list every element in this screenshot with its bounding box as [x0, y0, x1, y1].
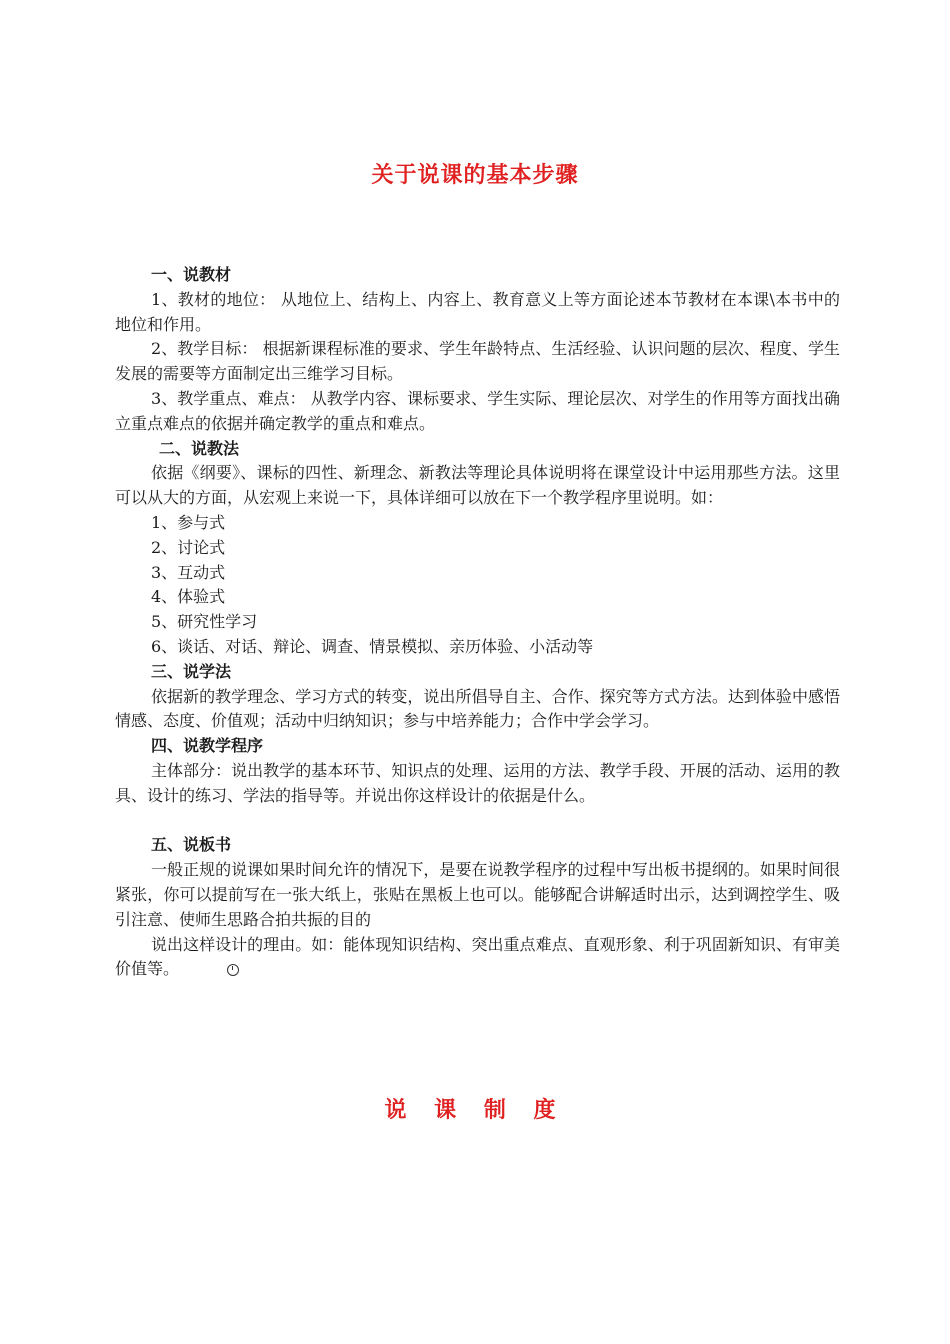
section-5-paragraph-2	[115, 933, 840, 983]
list-item: 3、互动式	[151, 562, 226, 582]
section-2-intro: 依据《纲要》、课标的四性、新理念、新教法等理论具体说明将在课堂设计中运用那些方法。这里可以从大的方面，从宏观上来说一下，具体详细可以放在下一个教学程序里说明。如：	[115, 463, 840, 508]
section-3-paragraph-1: 依据新的教学理念、学习方式的转变，说出所倡导自主、合作、探究等方式方法。达到体验中感悟情感、态度、价值观；活动中归纳知识；参与中培养能力；合作中学会学习。	[115, 686, 840, 731]
section-5-paragraph-2-text: 说出这样设计的理由。如：能体现知识结构、突出重点难点、直观形象、利于巩固新知识、有审美价值等。	[115, 934, 840, 979]
section-5-paragraph-1: 一般正规的说课如果时间允许的情况下，是要在说教学程序的过程中写出板书提纲的。如果时间很紧张，你可以提前写在一张大纸上，张贴在黑板上也可以。能够配合讲解适时出示，达到调控学生、吸引注意、使师生思路合拍共振的目的	[115, 860, 840, 929]
section-heading-4: 四、说教学程序	[151, 736, 264, 756]
section-heading-5: 五、说板书	[151, 835, 232, 855]
page-title: 关于说课的基本步骤	[371, 162, 579, 188]
document-body	[115, 263, 840, 982]
section-1-paragraph-3: 3、教学重点、难点： 从教学内容、课标要求、学生实际、理论层次、对学生的作用等方面找出确立重点难点的依据并确定教学的重点和难点。	[115, 388, 840, 433]
list-item: 1、参与式	[151, 512, 226, 532]
section-1-paragraph-1: 1、教材的地位： 从地位上、结构上、内容上、教育意义上等方面论述本节教材在本课\本书中的地位和作用。	[115, 289, 840, 334]
list-item: 4、体验式	[151, 587, 226, 607]
paragraph-gap	[115, 809, 840, 834]
section-heading-3: 三、说学法	[151, 661, 232, 681]
clock-mark-icon	[227, 964, 239, 976]
list-item: 6、谈话、对话、辩论、调查、情景模拟、亲历体验、小活动等	[151, 636, 594, 656]
section-1-paragraph-2: 2、教学目标： 根据新课程标准的要求、学生年龄特点、生活经验、认识问题的层次、程度、学生发展的需要等方面制定出三维学习目标。	[115, 339, 840, 384]
section-4-paragraph-1: 主体部分：说出教学的基本环节、知识点的处理、运用的方法、教学手段、开展的活动、运用的教具、设计的练习、学法的指导等。并说出你这样设计的依据是什么。	[115, 760, 840, 805]
section-heading-2: 二、说教法	[159, 438, 240, 458]
second-title: 说 课 制 度	[384, 1097, 566, 1123]
list-item: 5、研究性学习	[151, 612, 258, 632]
section-heading-1: 一、说教材	[151, 265, 232, 284]
list-item: 2、讨论式	[151, 537, 226, 557]
